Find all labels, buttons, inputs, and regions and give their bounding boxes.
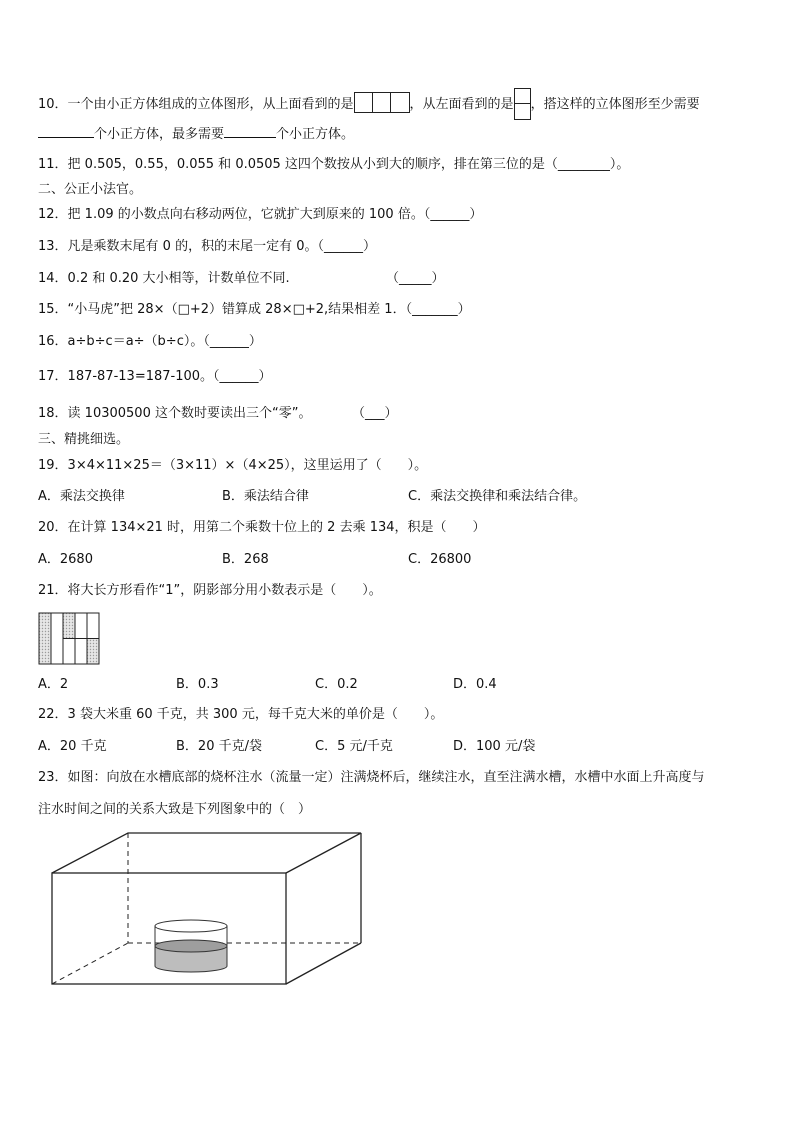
question-18: [38, 405, 311, 423]
q21-option-d[interactable]: D．0.4: [453, 677, 497, 692]
q19-option-b[interactable]: B．乘法结合律: [222, 489, 309, 504]
question-21: 21．将大长方形看作“1”，阴影部分用小数表示是（ ）。: [38, 583, 382, 598]
question-17: 17．187-87-13=187-100。（______）: [38, 369, 272, 384]
water-tank-diagram: [38, 826, 370, 990]
shaded-part: [87, 639, 99, 665]
q19-option-a[interactable]: A．乘法交换律: [38, 489, 125, 504]
top-view-figure: [354, 92, 410, 113]
q22-option-a[interactable]: A．20 千克: [38, 739, 107, 754]
question-10-text-a: 10．一个由小正方体组成的立体图形，从上面看到的是: [38, 97, 354, 112]
q21-option-b[interactable]: B．0.3: [176, 677, 219, 692]
q21-option-a[interactable]: A．2: [38, 677, 69, 692]
section-3-heading: 三、精挑细选。: [38, 432, 130, 447]
question-10-text-c: ，搭这样的立体图形至少需要: [530, 97, 700, 112]
shaded-part: [63, 613, 75, 639]
q19-option-c[interactable]: C．乘法交换律和乘法结合律。: [408, 489, 587, 504]
q20-option-c[interactable]: C．26800: [408, 552, 472, 567]
question-19: 19．3×4×11×25＝（3×11）×（4×25），这里运用了（ ）。: [38, 458, 428, 473]
question-10-text-e: 个小正方体。: [276, 127, 355, 142]
q22-option-b[interactable]: B．20 千克/袋: [176, 739, 262, 754]
question-11: 11．把 0.505，0.55，0.055 和 0.0505 这四个数按从小到大的顺序，排在第三位的是（________）。: [38, 157, 630, 172]
section-2-heading: 二、公正小法官。: [38, 182, 143, 197]
q22-option-c[interactable]: C．5 元/千克: [315, 739, 393, 754]
question-14-answer-paren: （_____）: [386, 271, 445, 286]
question-22: 22．3 袋大米重 60 千克，共 300 元，每千克大米的单价是（ ）。: [38, 707, 444, 722]
question-14: [38, 270, 290, 288]
left-view-figure: [514, 88, 531, 120]
answer-blank[interactable]: [38, 124, 94, 138]
question-14-text: 14．0.2 和 0.20 大小相等，计数单位不同.: [38, 271, 290, 286]
q21-option-c[interactable]: C．0.2: [315, 677, 358, 692]
q20-option-a[interactable]: A．2680: [38, 552, 93, 567]
question-18-answer-paren: （___）: [352, 406, 398, 421]
shaded-part: [39, 613, 51, 664]
question-23-line-2: 注水时间之间的关系大致是下列图象中的（ ）: [38, 802, 312, 817]
q20-option-b[interactable]: B．268: [222, 552, 269, 567]
question-15: 15．“小马虎”把 28×（□+2）错算成 28×□+2,结果相差 1．（_______）: [38, 302, 471, 317]
question-12: 12．把 1.09 的小数点向右移动两位，它就扩大到原来的 100 倍。（______）: [38, 207, 483, 222]
question-20: 20．在计算 134×21 时，用第二个乘数十位上的 2 去乘 134，积是（ ）: [38, 520, 486, 535]
q22-option-d[interactable]: D．100 元/袋: [453, 739, 536, 754]
question-23-line-1: 23．如图：向放在水槽底部的烧杯注水（流量一定）注满烧杯后，继续注水，直至注满水槽，水槽中水面上升高度与: [38, 770, 705, 785]
question-10-line-1: [38, 88, 700, 120]
question-10-text-d: 个小正方体，最多需要: [94, 127, 225, 142]
question-18-text: 18．读 10300500 这个数时要读出三个“零”。: [38, 406, 312, 421]
rectangle-shading-figure: [38, 612, 102, 666]
question-16: 16．a÷b÷c＝a÷（b÷c）。（______）: [38, 334, 262, 349]
question-10-text-b: ，从左面看到的是: [409, 97, 514, 112]
answer-blank[interactable]: [224, 124, 276, 138]
question-13: 13．凡是乘数末尾有 0 的，积的末尾一定有 0。（______）: [38, 239, 376, 254]
beaker: [155, 920, 227, 972]
question-10-line-2: [38, 124, 354, 144]
